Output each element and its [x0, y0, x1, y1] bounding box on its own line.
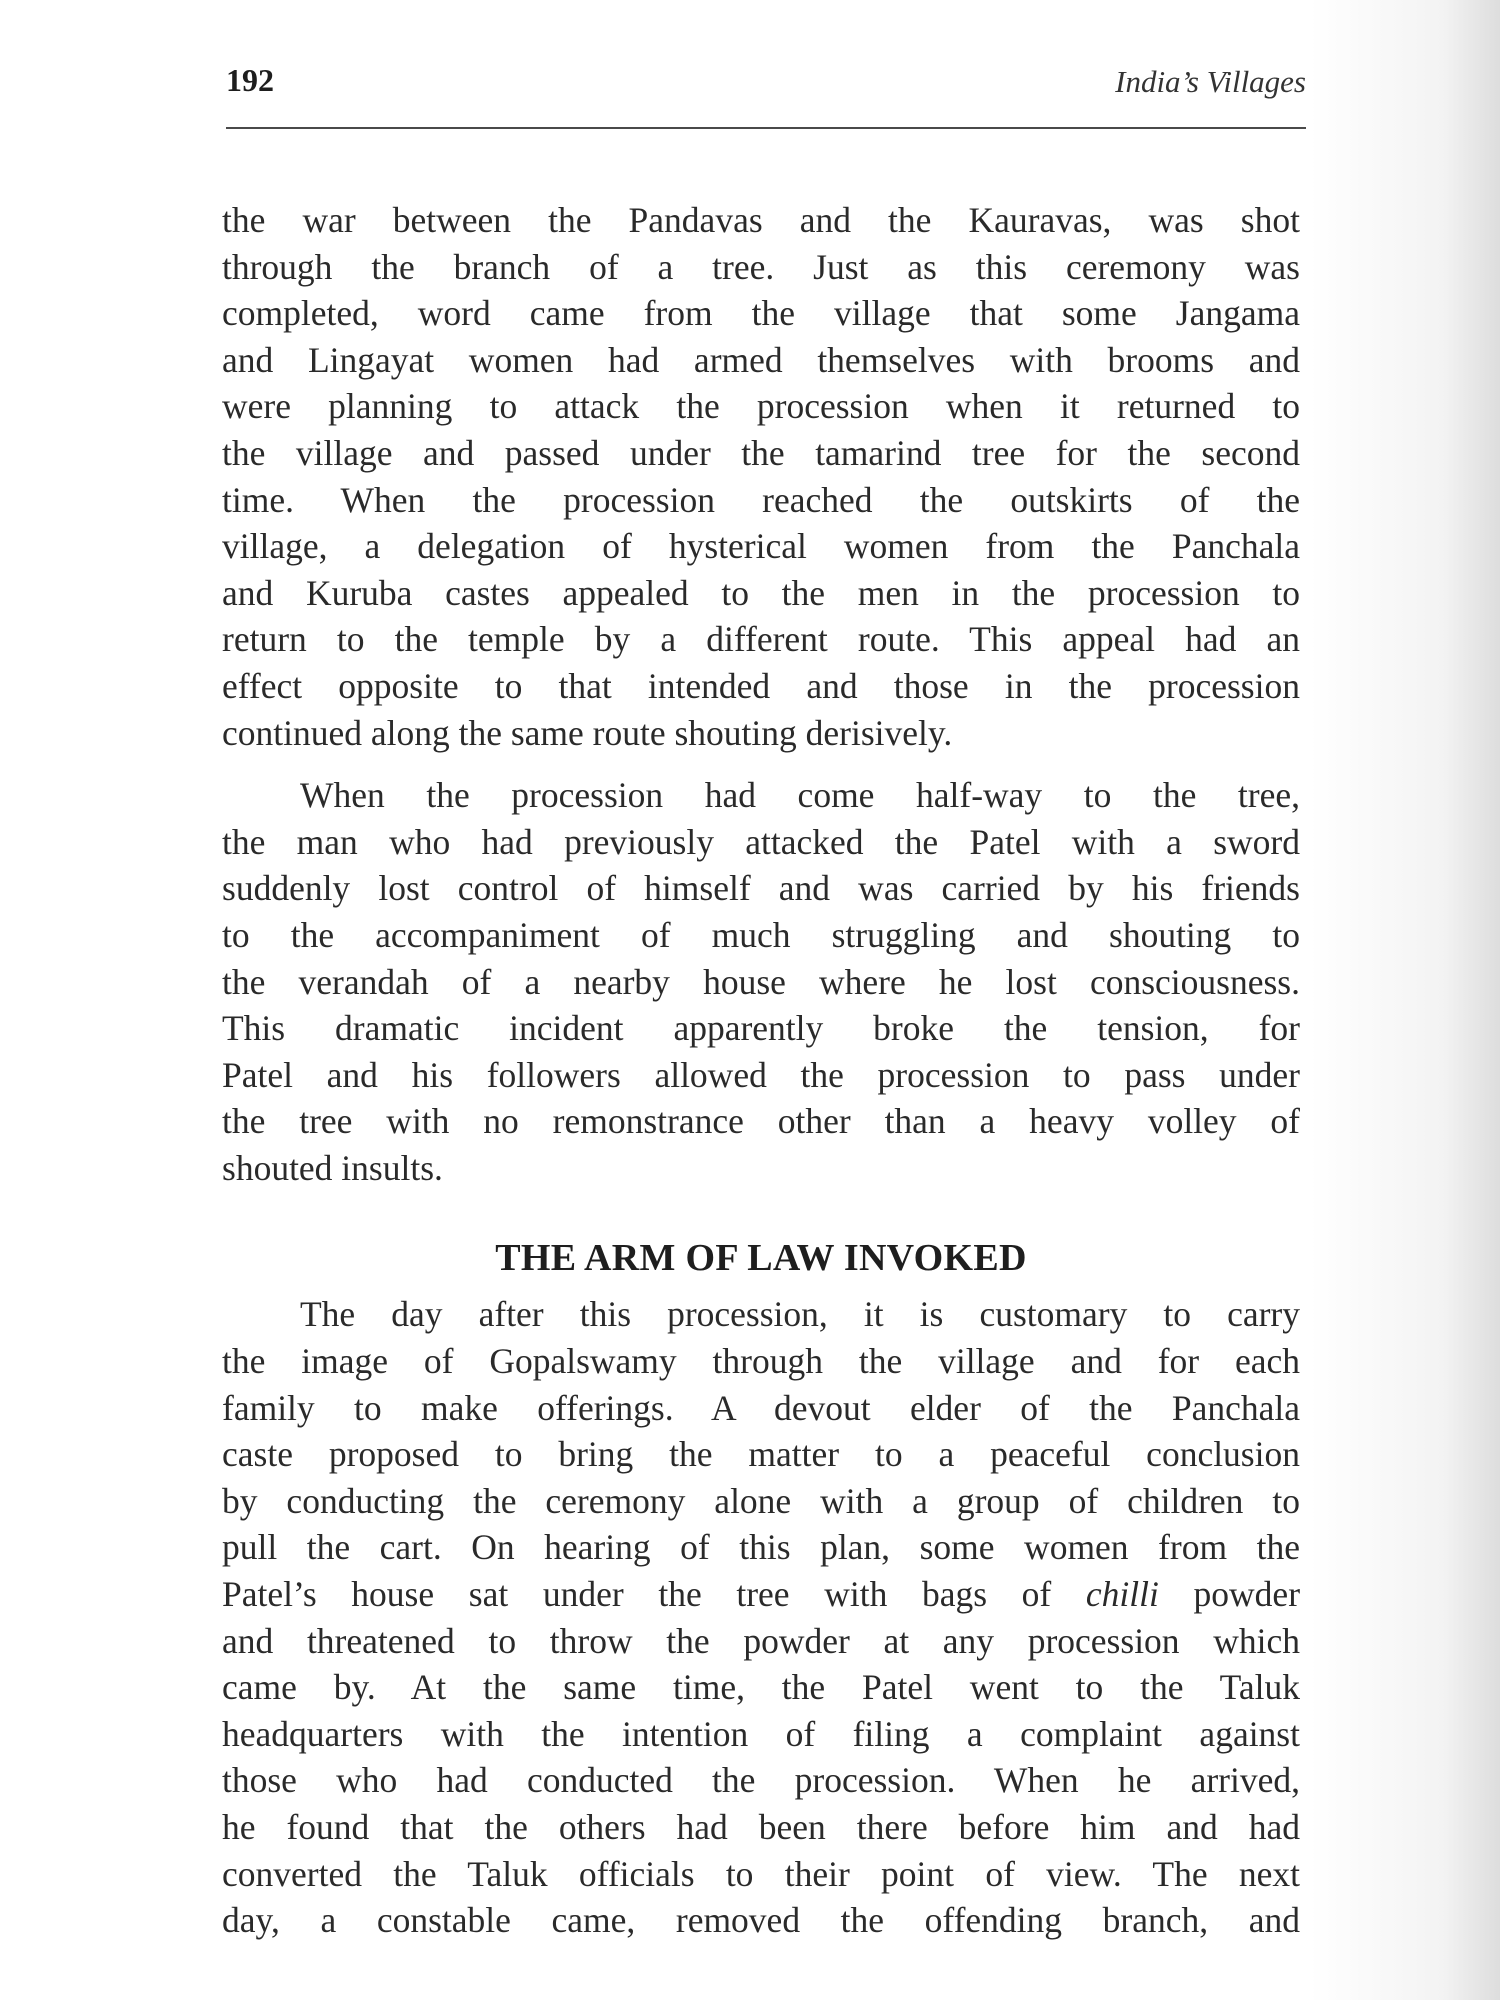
paragraph-3 — [222, 1291, 1300, 1943]
text-line: were planning to attack the procession when it returned to — [222, 386, 1300, 427]
paragraph-1 — [222, 197, 1300, 756]
text-line: completed, word came from the village that some Jangama — [222, 293, 1300, 334]
text-line: the man who had previously attacked the Patel with a sword — [222, 821, 1300, 862]
running-title: India’s Villages — [1115, 64, 1306, 99]
text-line: those who had conducted the procession. When he arrived, — [222, 1760, 1300, 1801]
text-line: converted the Taluk officials to their point of view. The next — [222, 1853, 1300, 1894]
text-line: suddenly lost control of himself and was carried by his friends — [222, 868, 1300, 909]
text-line: time. When the procession reached the outskirts of the — [222, 479, 1300, 520]
text-line: came by. At the same time, the Patel went to the Taluk — [222, 1667, 1300, 1708]
paragraph-2 — [222, 772, 1300, 1191]
text-line: This dramatic incident apparently broke the tension, for — [222, 1008, 1300, 1049]
text-line-mixed — [222, 1571, 1300, 1618]
text-line: pull the cart. On hearing of this plan, some women from the — [222, 1527, 1300, 1568]
text-line: through the branch of a tree. Just as this ceremony was — [222, 246, 1300, 287]
text-line: effect opposite to that intended and those in the procession — [222, 665, 1300, 706]
text-line: return to the temple by a different route. This appeal had an — [222, 619, 1300, 660]
text-run: Patel’s house sat under the tree with bags of — [222, 1574, 1052, 1615]
text-line: village, a delegation of hysterical women from the Panchala — [222, 526, 1300, 567]
header-rule — [226, 127, 1306, 129]
text-line: the tree with no remonstrance other than a heavy volley of — [222, 1101, 1300, 1142]
text-run: powder — [1193, 1574, 1301, 1615]
text-line: and threatened to throw the powder at any procession which — [222, 1620, 1300, 1661]
text-line: shouted insults. — [222, 1147, 443, 1188]
text-line: headquarters with the intention of filing a complaint against — [222, 1713, 1300, 1754]
italic-term: chilli — [1085, 1574, 1159, 1615]
body-text — [222, 197, 1300, 1944]
text-line: the image of Gopalswamy through the village and for each — [222, 1341, 1300, 1382]
text-line: he found that the others had been there before him and had — [222, 1807, 1300, 1847]
text-line: by conducting the ceremony alone with a group of children to — [222, 1480, 1300, 1521]
text-line: caste proposed to bring the matter to a peaceful conclusion — [222, 1434, 1300, 1475]
text-line: the verandah of a nearby house where he lost consciousness. — [222, 961, 1300, 1002]
section-heading: THE ARM OF LAW INVOKED — [495, 1237, 1027, 1280]
page-edge-shadow — [1310, 0, 1500, 2000]
text-line: the war between the Pandavas and the Kauravas, was shot — [222, 200, 1300, 240]
text-line: to the accompaniment of much struggling and shouting to — [222, 914, 1300, 955]
text-line: family to make offerings. A devout elder of the Panchala — [222, 1387, 1300, 1428]
text-line: continued along the same route shouting derisively. — [222, 712, 953, 753]
text-line: and Kuruba castes appealed to the men in the procession to — [222, 572, 1300, 613]
text-line: and Lingayat women had armed themselves with brooms and — [222, 339, 1300, 380]
text-line: Patel and his followers allowed the procession to pass under — [222, 1054, 1300, 1095]
text-line: When the procession had come half-way to the tree, — [300, 775, 1300, 816]
page-number: 192 — [226, 62, 274, 98]
text-line: day, a constable came, removed the offending branch, and — [222, 1900, 1300, 1941]
text-line: The day after this procession, it is customary to carry — [300, 1294, 1300, 1335]
running-header — [226, 62, 1306, 112]
text-line: the village and passed under the tamarind tree for the second — [222, 432, 1300, 473]
